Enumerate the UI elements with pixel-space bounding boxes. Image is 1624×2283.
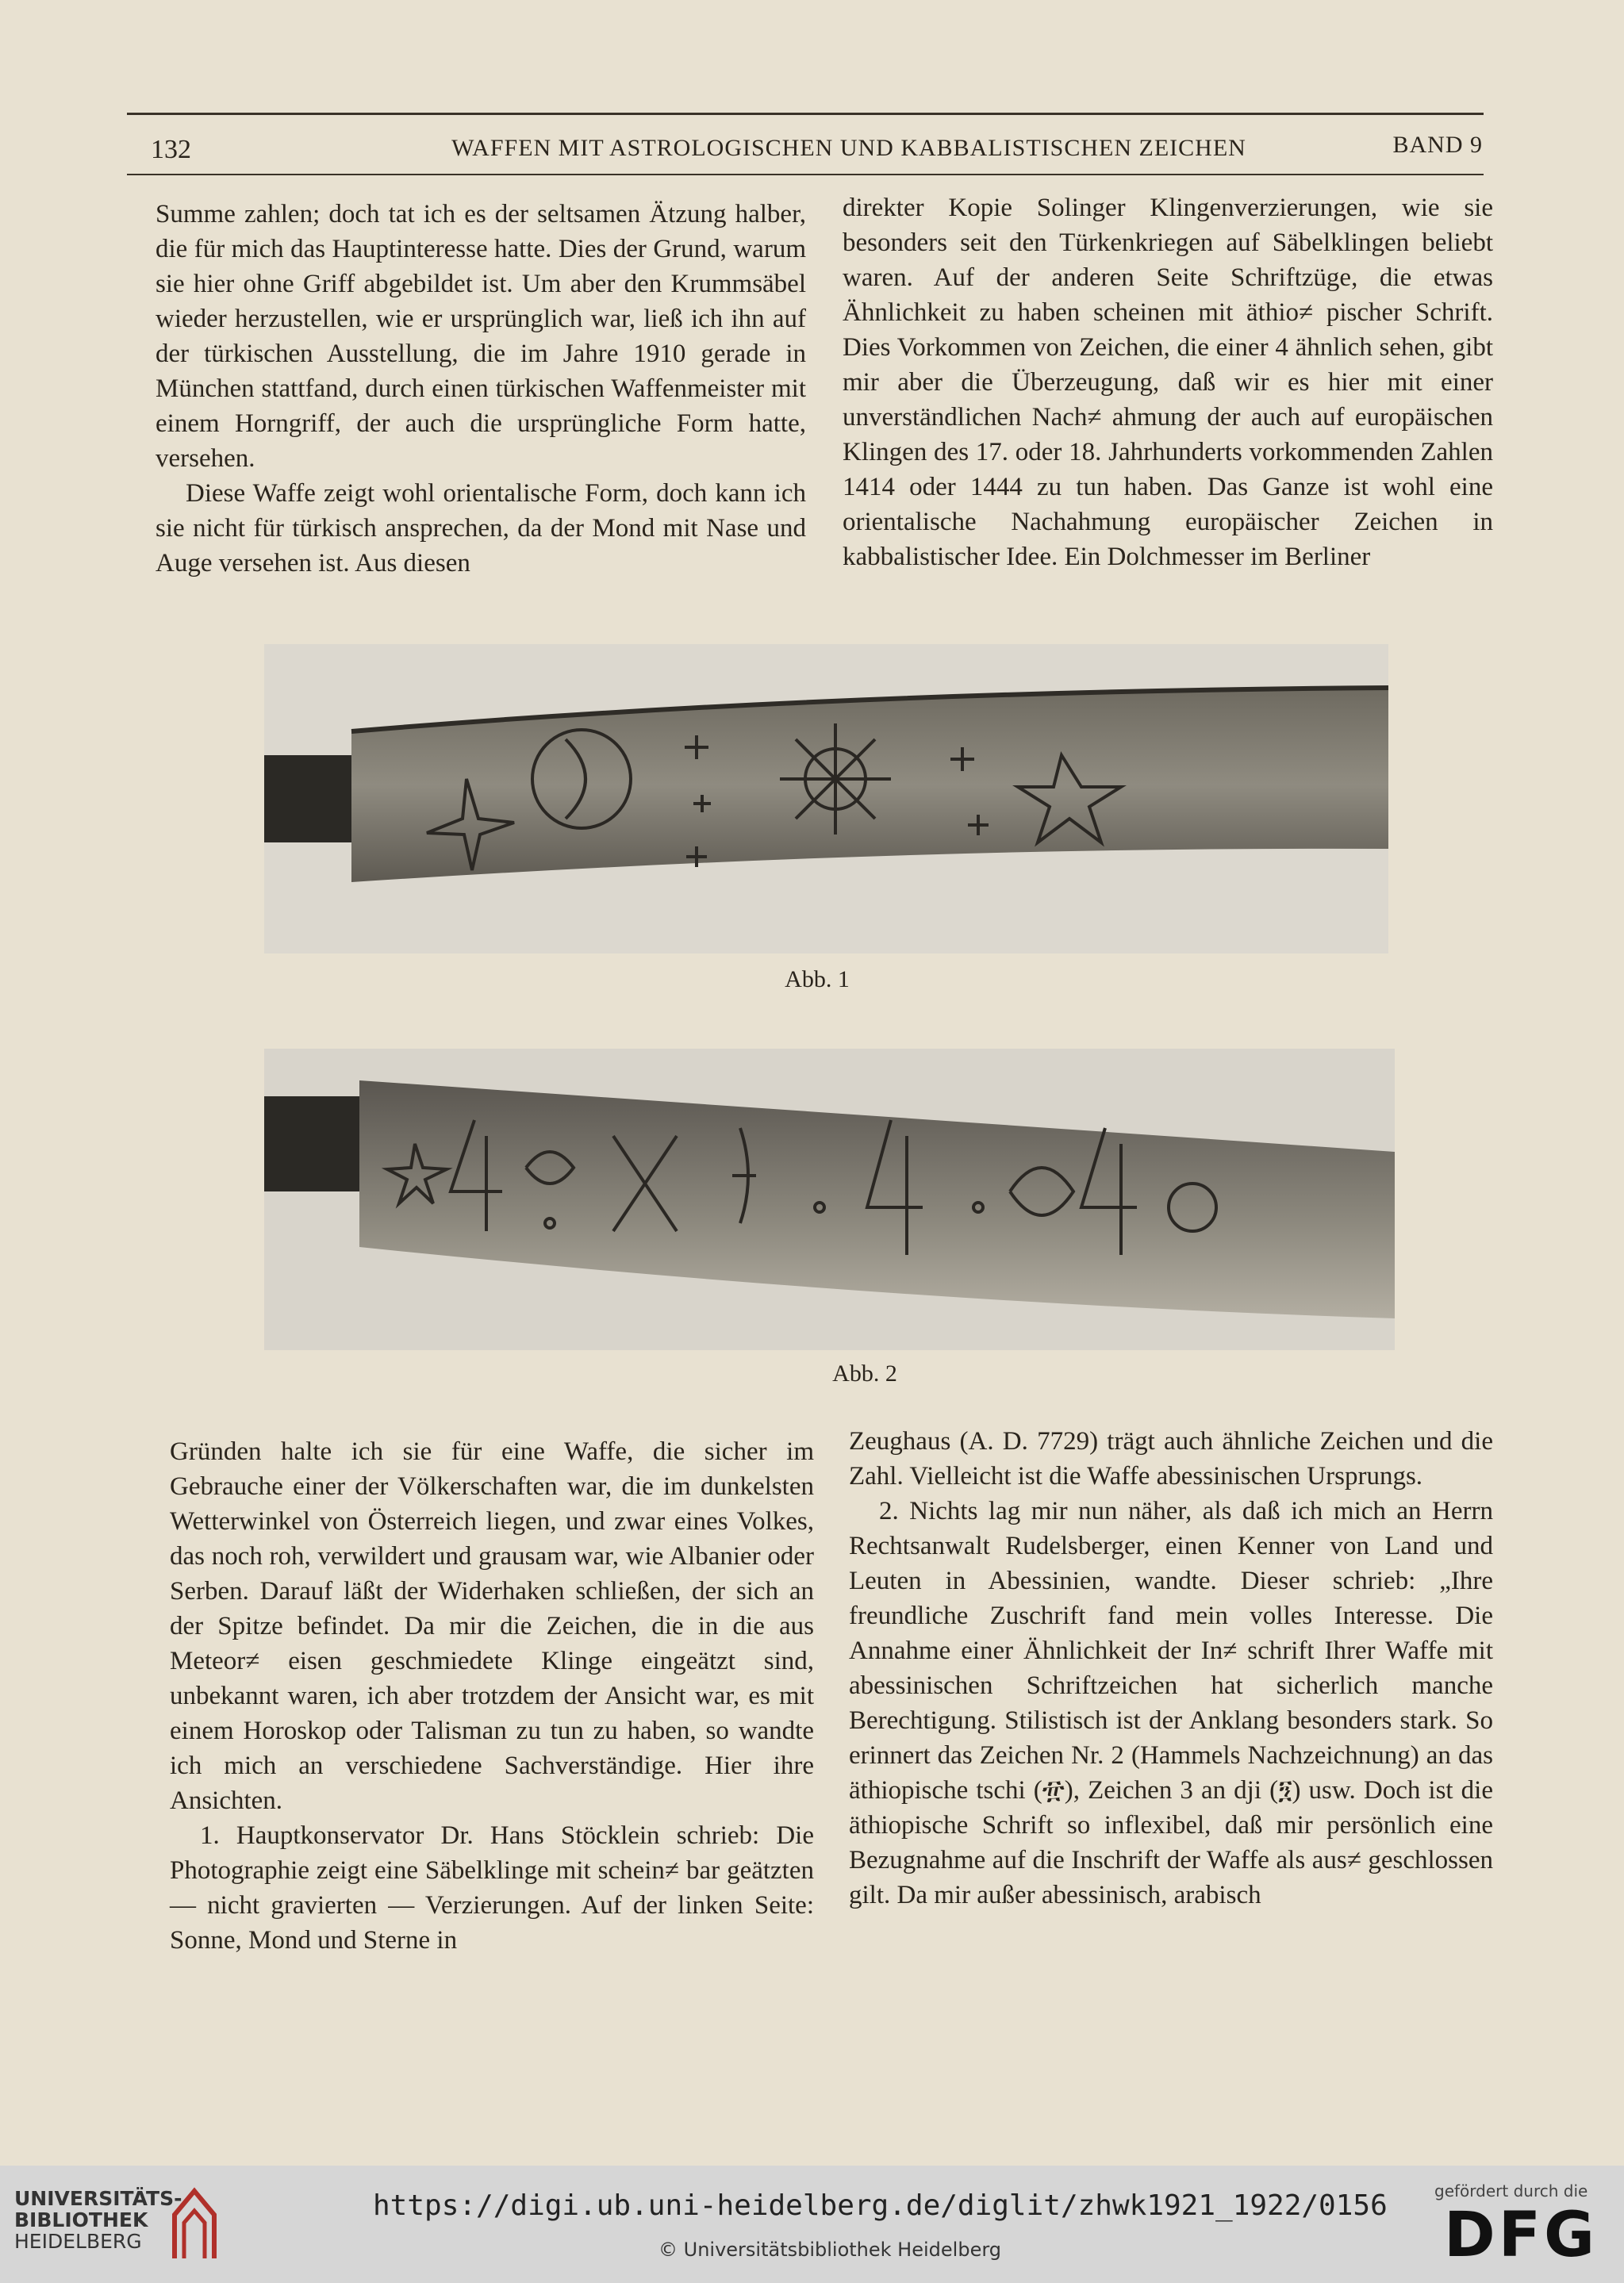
copyright-notice: © Universitätsbibliothek Heidelberg [658,2239,1002,2261]
page-number: 132 [151,135,191,164]
library-name-line: BIBLIOTHEK [14,2208,148,2231]
dfg-logo: DFG [1444,2200,1599,2271]
paragraph: Summe zahlen; doch tat ich es der seltsamen Ätzung halber, die für mich das Hauptinteresse hatte. Dies der Grund, warum sie hier ohne Griff abgebildet ist. Um aber den Krummsäbel wieder herzustellen, wie er ursprünglich war, ließ ich ihn auf der türkischen Ausstellung, die im Jahre 1910 gerade in München stattfand, durch einen türkischen Waffenmeister mit einem Horngriff, der auch die ursprüngliche Form hatte, versehen. [155,200,806,473]
figure-2-photo [264,1049,1395,1350]
text-column-top-right [843,190,1493,574]
library-name-line: HEIDELBERG [14,2230,142,2253]
text-column-bottom-right [849,1424,1493,1913]
paragraph: Diese Waffe zeigt wohl orientalische Form, doch kann ich sie nicht für türkisch ansprechen, da der Mond mit Nase und Auge versehen ist. Aus diesen [155,479,806,577]
header-rule [127,113,1484,115]
paragraph: Zeughaus (A. D. 7729) trägt auch ähnliche Zeichen und die Zahl. Vielleicht ist die Waffe abessinischen Ursprungs. [849,1427,1493,1491]
funding-note: gefördert durch die [1434,2181,1588,2201]
running-title: WAFFEN MIT ASTROLOGISCHEN UND KABBALISTISCHEN ZEICHEN [451,135,1246,161]
library-logo-icon [167,2183,222,2262]
figure-1-photo [264,644,1388,953]
volume-label: BAND 9 [1392,132,1483,158]
text-column-bottom-left [170,1434,814,1958]
paragraph: 2. Nichts lag mir nun näher, als daß ich mich an Herrn Rechtsanwalt Rudelsberger, einen Kenner von Land und Leuten in Abessinien, wandte. Dieser schrieb: „Ihre freundliche Zuschrift fand mein volles Interesse. Die Annahme einer Ähnlichkeit der In≠ schrift Ihrer Waffe mit abessinischen Schriftzeichen hat sicherlich manche Berechtigung. Stilistisch ist der Anklang besonders stark. So erinnert das Zeichen Nr. 2 (Hammels Nachzeichnung) an das äthiopische tschi (፹), Zeichen 3 an dji (፺) usw. Doch ist die äthiopische Schrift so inflexibel, daß mir persönlich eine Bezugnahme auf die Inschrift der Waffe als aus≠ geschlossen gilt. Da mir außer abessinisch, arabisch [849,1497,1493,1909]
library-logo-text [14,2188,182,2252]
text-column-top-left [155,197,806,581]
library-name-line: UNIVERSITÄTS- [14,2187,182,2210]
permalink-url[interactable]: https://digi.ub.uni-heidelberg.de/diglit/zhwk1921_1922/0156 [373,2189,1388,2222]
paragraph: Gründen halte ich sie für eine Waffe, die sicher im Gebrauche einer der Völkerschaften war, die im dunkelsten Wetterwinkel von Österreich liegen, und zwar eines Volkes, das noch roh, verwildert und grausam war, wie Albanier oder Serben. Darauf läßt der Widerhaken schließen, der sich an der Spitze befindet. Da mir die Zeichen, die in die aus Meteor≠ eisen geschmiedete Klinge eingeätzt sind, unbekannt waren, ich aber trotzdem der Ansicht war, es mit einem Horoskop oder Talisman zu tun zu haben, so wandte ich mich an verschiedene Sachverständige. Hier ihre Ansichten. [170,1437,814,1815]
paragraph: 1. Hauptkonservator Dr. Hans Stöcklein schrieb: Die Photographie zeigt eine Säbelklinge mit schein≠ bar geätzten — nicht gravierten — Verzierungen. Auf der linken Seite: Sonne, Mond und Sterne in [170,1821,814,1955]
header-rule [127,174,1484,175]
paragraph: direkter Kopie Solinger Klingenverzierungen, wie sie besonders seit den Türkenkriegen auf Säbelklingen beliebt waren. Auf der anderen Seite Schriftzüge, die etwas Ähnlichkeit zu haben scheinen mit äthio≠ pischer Schrift. Dies Vorkommen von Zeichen, die einer 4 ähnlich sehen, gibt mir aber die Überzeugung, daß wir es hier mit einer unverständlichen Nach≠ ahmung der auch auf europäischen Klingen des 17. oder 18. Jahrhunderts vorkommenden Zahlen 1414 oder 1444 zu tun haben. Das Ganze ist wohl eine orientalische Nachahmung europäischer Zeichen in kabbalistischer Idee. Ein Dolchmesser im Berliner [843,194,1493,571]
figure-2-caption: Abb. 2 [832,1360,897,1387]
digitization-footer [0,2166,1624,2283]
figure-1-caption: Abb. 1 [785,966,850,992]
